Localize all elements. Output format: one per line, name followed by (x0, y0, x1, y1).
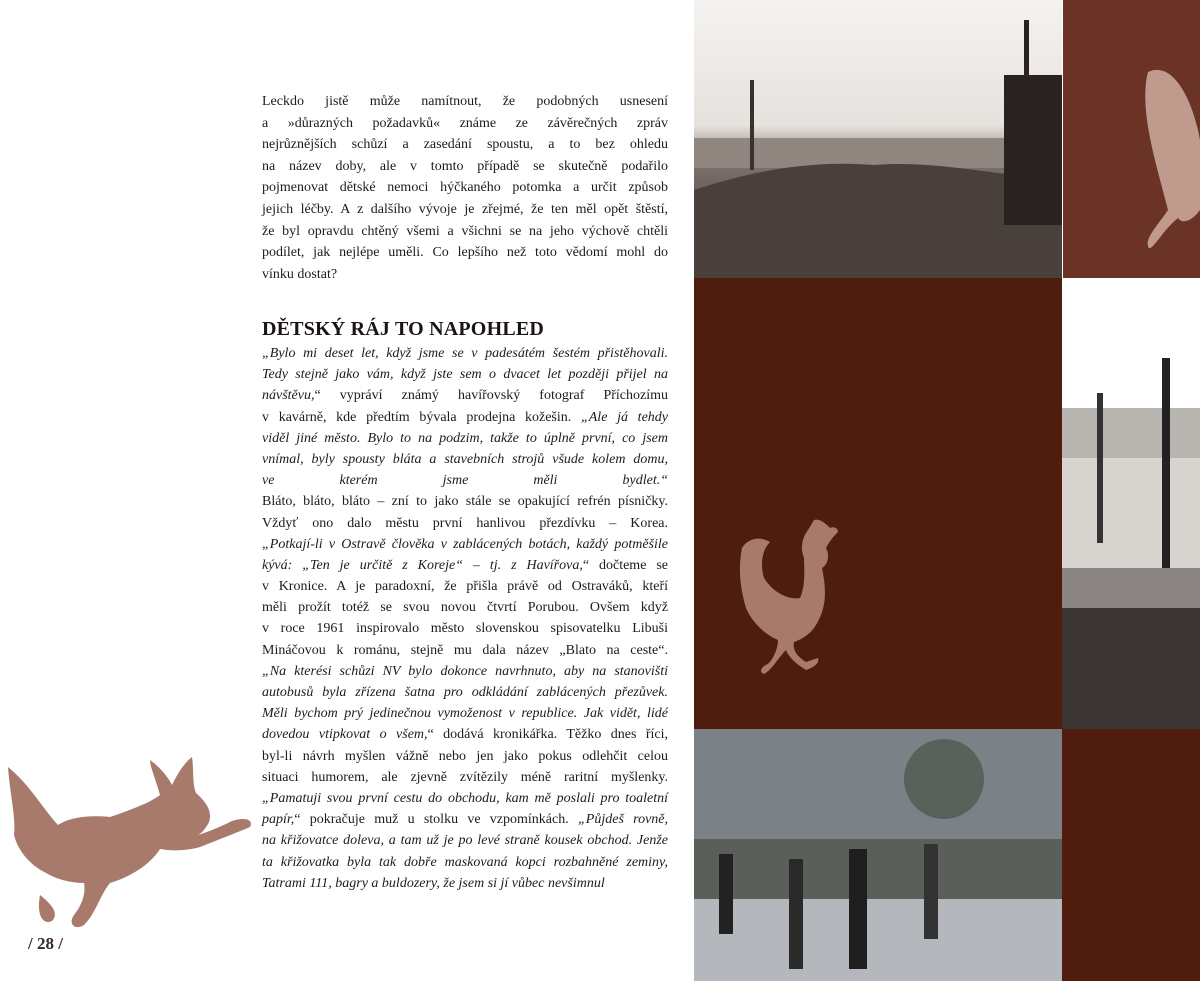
text-line (262, 788, 668, 809)
body-text: na název doby, ale v tomto případě se skutečně podařilo (262, 158, 668, 174)
text-line (262, 177, 668, 199)
body-text: podílet, jak nejlépe uměli. Co lepšího než toto vědomí mohl do (262, 245, 668, 261)
rooster-panel (694, 278, 1062, 729)
rooster-icon (734, 518, 849, 678)
text-line (262, 809, 668, 830)
quote-text: ve kterém jsme měli bydlet.“ (262, 473, 668, 489)
body-text: vínku dostat? (262, 266, 338, 282)
quote-text: „Půjdeš rovně, (578, 812, 669, 828)
text-line (262, 513, 668, 534)
body-text: situaci humorem, ale zjevně zvítězily méně raritní myšlenky. (262, 769, 668, 785)
text-line (262, 576, 668, 597)
decorative-detail-panel (1063, 0, 1200, 278)
body-text: Vždyť ono dalo městu první hanlivou přezdívku – Korea. (262, 515, 668, 531)
text-line (262, 385, 668, 406)
construction-site-photo (694, 0, 1062, 278)
body-text: Leckdo jistě může namítnout, že podobných usnesení (262, 94, 668, 109)
text-line (262, 221, 668, 243)
text-line (262, 428, 668, 449)
fox-illustration (0, 755, 260, 935)
quote-text: „Ale já tehdy (580, 409, 668, 425)
body-text: nejrůznějších schůzí a zasedání spoustu, a to bez ohledu (262, 137, 668, 153)
text-line (262, 156, 668, 178)
body-text: pojmenovat dětské nemoci hýčkaného potomka a určit způsob (262, 180, 668, 196)
body-text: v roce 1961 inspirovalo město slovenskou spisovatelku Libuši (262, 621, 668, 637)
body-text: a »důrazných požadavků« známe ze závěrečných zpráv (262, 115, 668, 131)
section-heading: DĚTSKÝ RÁJ TO NAPOHLED (262, 318, 545, 340)
text-line (262, 597, 668, 618)
text-line (262, 746, 668, 767)
quote-text: na křižovatce doleva, a tam už je po levé straně kousek obchod. Jenže (262, 833, 668, 849)
text-line (262, 767, 668, 788)
page-number: / 28 / (28, 934, 63, 953)
crane-construction-photo (1062, 278, 1200, 729)
quote-text: Tedy stejně jako vám, když jste sem o dvacet let později přijel na (262, 367, 668, 383)
text-line (262, 199, 668, 221)
intro-paragraph (262, 91, 668, 285)
body-text: v Kronice. A je paradoxní, že přišla právě od Ostraváků, kteří (262, 579, 668, 595)
text-line (262, 661, 668, 682)
text-line (262, 242, 668, 264)
text-line (262, 470, 668, 491)
body-text: byl-li návrh myšlen vážně nebo jen jako pokus odlehčit celou (262, 748, 668, 764)
quote-text: „Potkají-li v Ostravě člověka v zablácených botách, každý potměšile (262, 536, 668, 552)
text-line (262, 449, 668, 470)
text-line (262, 407, 668, 428)
quote-text: „Pamatuji svou první cestu do obchodu, kam mě poslali pro toaletní (262, 790, 668, 806)
quote-text: ta křižovatka byla tak dobře maskovaná kopci rozbahněné zeminy, (262, 854, 668, 870)
body-text: jejich léčby. A z dalšího vývoje je zřejmé, že ten měl opět štěstí, (262, 201, 668, 217)
quote-text: dovedou vtipkovat o všem, (262, 727, 428, 743)
text-line (262, 618, 668, 639)
text-line (262, 264, 668, 286)
body-text: Mináčovou k románu, stejně mu dala název „Blato na ceste“. (262, 642, 668, 658)
text-line (262, 852, 668, 873)
bottom-brown-panel (1062, 729, 1200, 981)
quote-text: „Bylo mi deset let, když jsme se v padesátém šestém přistěhovali. (262, 346, 668, 361)
body-text: “ vypráví známý havířovský fotograf Příchozímu (314, 388, 668, 404)
body-text: “ dodává kronikářka. Těžko dnes říci, (427, 727, 668, 743)
body-text: že byl opravdu chtěný všemi a všichni se na jeho výchově chtěli (262, 223, 668, 239)
body-text: Bláto, bláto, bláto – zní to jako stále se opakující refrén písničky. (262, 494, 668, 510)
text-line (262, 682, 668, 703)
body-text: měli prožít totéž se svou novou čtvrtí Porubou. Ovšem když (262, 600, 668, 616)
quote-text: autobusů byla zřízena šatna pro odkládání zablácených přezůvek. (262, 685, 668, 700)
text-line (262, 113, 668, 135)
quote-text: viděl jiné město. Bylo to na podzim, takže to úplně první, co jsem (262, 430, 668, 446)
quote-text: papír, (262, 812, 295, 828)
body-text: v kavárně, kde předtím bývala prodejna kožešin. (262, 409, 581, 425)
text-line (262, 873, 668, 894)
text-line (262, 91, 668, 113)
text-line (262, 134, 668, 156)
body-text: “ dočteme se (582, 557, 668, 573)
quote-text: Měli bychom prý jedinečnou vymoženost v republice. Jak vidět, lidé (262, 706, 668, 722)
body-text: “ pokračuje muž u stolku ve vzpomínkách. (294, 812, 578, 828)
street-scene-photo (694, 729, 1062, 981)
text-line (262, 343, 668, 364)
quote-text: kývá: „Ten je určitě z Koreje“ – tj. z Havířova, (262, 557, 583, 573)
text-line (262, 640, 668, 661)
quote-text: „Na kterési schůzi NV bylo dokonce navrhnuto, aby na stanovišti (262, 663, 668, 679)
quote-text: návštěvu, (262, 388, 315, 404)
text-line (262, 724, 668, 745)
section-body (262, 343, 668, 894)
text-line (262, 830, 668, 851)
quote-text: vnímal, byly spousty bláta a stavebních strojů všude kolem domu, (262, 451, 668, 467)
text-line (262, 364, 668, 385)
text-line (262, 703, 668, 724)
text-line (262, 491, 668, 512)
text-line (262, 555, 668, 576)
quote-text: Tatrami 111, bagry a buldozery, že jsem si jí vůbec nevšimnul (262, 875, 605, 891)
text-line (262, 534, 668, 555)
